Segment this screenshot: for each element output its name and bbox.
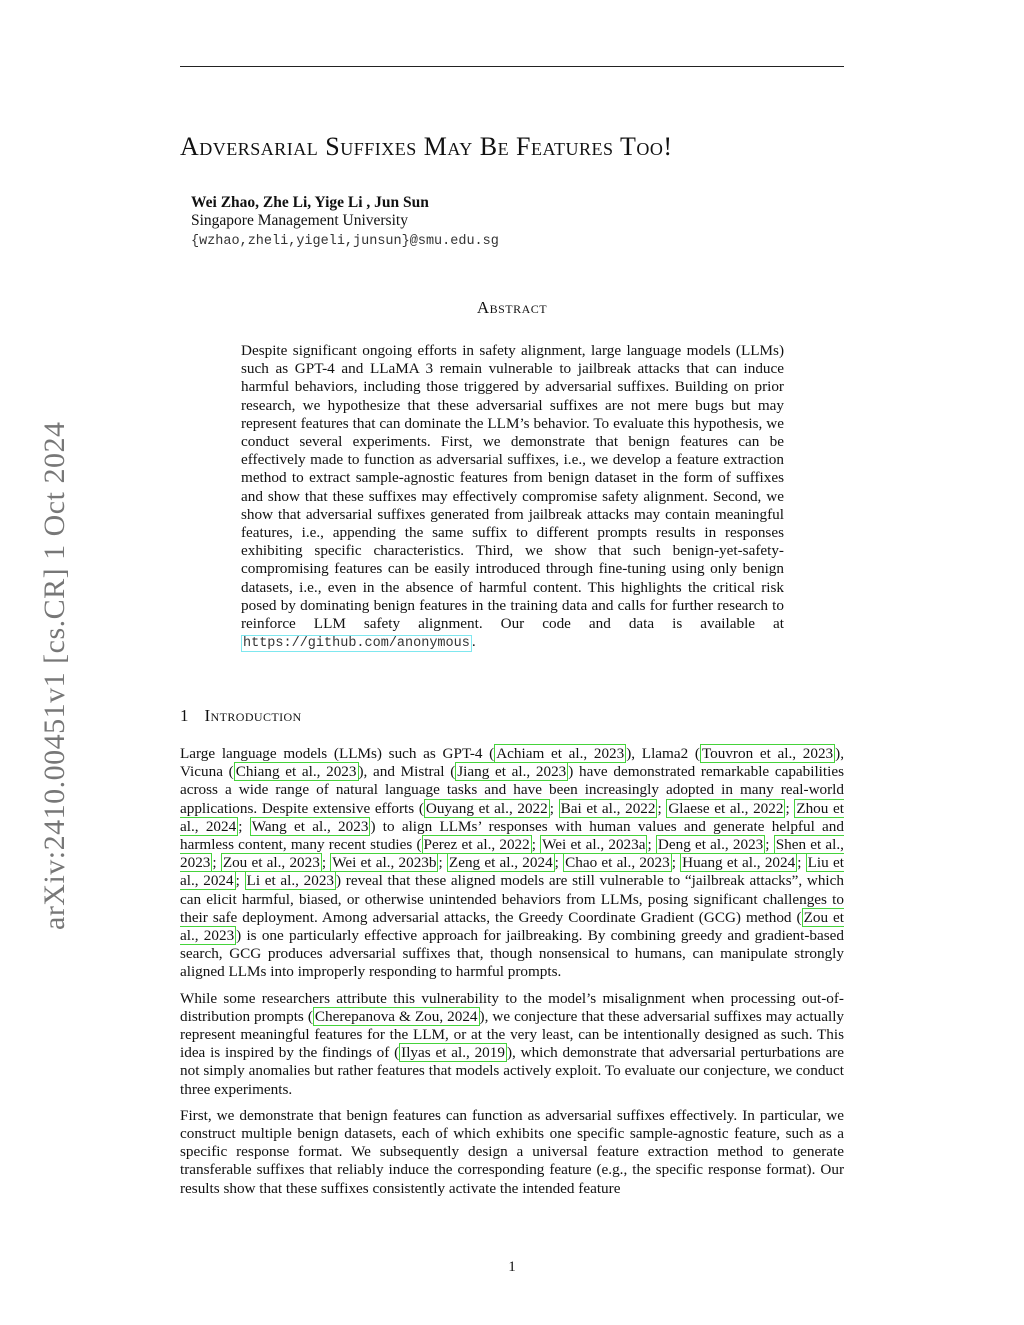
citation-link[interactable]: Cherepanova & Zou, 2024 <box>314 1007 478 1025</box>
affiliation: Singapore Management University <box>191 212 408 229</box>
section-title: Introduction <box>204 706 302 725</box>
citation-link[interactable]: Chiang et al., 2023 <box>235 763 357 781</box>
citation-link[interactable]: Bai et al., 2022 <box>560 799 656 817</box>
page-number: 1 <box>508 1259 516 1275</box>
citation-link[interactable]: Huang et al., 2024 <box>682 854 796 872</box>
citation-link[interactable]: Wang et al., 2023 <box>251 817 369 835</box>
section-body <box>180 745 844 1206</box>
paragraph-1: Large language models (LLMs) such as GPT-4 ( Achiam et al., 2023 ), Llama2 ( Touvron et al., 2023 ), Vicuna ( Chiang et al., 2023 ), and Mistral ( Jiang et al., 2023 ) have demonstrated remarkable capabilities across a wide range of natural language tasks and have been increasingly adopted in many real-world applications. Despite extensive efforts ( Ouyang et al., 2022 ; Bai et al., 2022 ; Glaese et al., 2022 ; Zhou et al., 2024 ; Wang et al., 2023 ) to align LLMs’ responses with human values and generate helpful and harmless content, many recent studies ( Perez et al., 2022 ; Wei et al., 2023a ; Deng et al., 2023 ; Shen et al., 2023 ; Zou et al., 2023 ; Wei et al., 2023b ; Zeng et al., 2024 ; Chao et al., 2023 ; Huang et al., 2024 ; Liu et al., 2024 ; Li et al., 2023 ) reveal that these aligned models are still vulnerable to “jailbreak attacks”, which can elicit harmful, biased, or otherwise unintended behaviors from LLMs, posing significant challenges to their safe deployment. Among adversarial attacks, the Greedy Coordinate Gradient (GCG) method ( Zou et al., 2023 ) is one particularly effective approach for jailbreaking. By combining greedy and gradient-based search, GCG produces adversarial suffixes that, though nonsensical to humans, can manipulate strongly aligned LLMs into improperly responding to harmful prompts. <box>180 745 844 981</box>
code-link[interactable]: https://github.com/anonymous <box>243 636 470 652</box>
citation-link[interactable]: Wei et al., 2023b <box>332 854 437 872</box>
citation-link[interactable]: Deng et al., 2023 <box>657 836 764 854</box>
text-run: ), and Mistral ( <box>358 763 456 781</box>
section-heading <box>180 706 302 726</box>
text-run: ) is one particularly effective approach for jailbreaking. By combining greedy and gradient-based search, GCG produces adversarial suffixes that, though nonsensical to humans, can manipulate strongly aligned LLMs into improperly responding to harmful prompts. <box>180 927 844 981</box>
text-run: ), Vicuna ( <box>180 745 844 781</box>
email-text: {wzhao,zheli,yigeli,junsun}@smu.edu.sg <box>191 234 499 249</box>
citation-link[interactable]: Li et al., 2023 <box>246 872 335 890</box>
citation-link[interactable]: Glaese et al., 2022 <box>668 799 784 817</box>
citation-link[interactable]: Wei et al., 2023a <box>542 836 646 854</box>
top-rule <box>180 66 844 67</box>
citation-link[interactable]: Achiam et al., 2023 <box>496 745 625 762</box>
text-run: ) to align LLMs’ responses with human values and generate helpful and harmless content, many recent studies ( <box>180 817 844 854</box>
paragraph-2 <box>180 990 844 1099</box>
author-list: Wei Zhao, Zhe Li, Yige Li , Jun Sun <box>191 194 429 211</box>
citation-link[interactable]: Liu et al., 2024 <box>180 854 844 890</box>
abstract-heading: Abstract <box>476 298 548 317</box>
paper-title <box>180 132 673 162</box>
text-run: Large language models (LLMs) such as GPT-4 ( <box>180 745 495 762</box>
text-run: ), we conjecture that these adversarial suffixes may actually represent meaningful features for the LLM, or at the very least, can be intentionally designed as such. This idea is inspired by the findings of ( <box>180 1007 845 1062</box>
abstract-body: Despite significant ongoing efforts in safety alignment, large language models (LLMs) such as GPT-4 and LLaMA 3 remain vulnerable to jailbreak attacks that can induce harmful behaviors, including those triggered by adversarial suffixes. Building on prior research, we hypothesize that these adversarial suffixes are not mere bugs but may represent features that can dominate the LLM’s behavior. To evaluate this hypothesis, we conduct several experiments. First, we demonstrate that benign features can be effectively made to function as adversarial suffixes, i.e., we develop a feature extraction method to extract sample-agnostic features from benign dataset in the form of suffixes and show that these suffixes may effectively compromise safety alignment. Second, we show that adversarial suffixes generated from jailbreak attacks may contain meaningful features, i.e., appending the same suffix to different prompts results in responses exhibiting specific characteristics. Third, we show that such benign-yet-safety-compromising features can be easily introduced through fine-tuning using only benign datasets, i.e., even in the absence of harmful content. This highlights the critical risk posed by dominating benign features in the training data and calls for further research to reinforce LLM safety alignment. Our code and data is available at https://github.com/anonymous . <box>241 342 784 652</box>
section-number: 1 <box>180 706 189 725</box>
text-run: ), which demonstrate that adversarial perturbations are not simply anomalies but rather features that models actively exploit. To evaluate our conjecture, we conduct three experiments. <box>180 1044 844 1098</box>
citation-link[interactable]: Perez et al., 2022 <box>423 836 530 854</box>
citation-link[interactable]: Jiang et al., 2023 <box>457 763 567 781</box>
citation-link[interactable]: Touvron et al., 2023 <box>701 745 834 762</box>
email <box>191 231 499 249</box>
paragraph-3: First, we demonstrate that benign features can function as adversarial suffixes effectively. In particular, we construct multiple benign datasets, each of which exhibits one specific sample-agnostic feature, such as a specific response format. We subsequently design a universal feature extraction method to generate transferable suffixes that reliably induce the corresponding feature (e.g., the specific response format). Our results show that these suffixes consistently activate the intended feature <box>180 1106 844 1197</box>
text-run: ) reveal that these aligned models are still vulnerable to “jailbreak attacks”, which can elicit harmful, biased, or otherwise unintended behaviors from LLMs, posing significant challenges to their safe deployment. Among adversarial attacks, the Greedy Coordinate Gradient (GCG) method ( <box>180 872 844 926</box>
citation-link[interactable]: Ouyang et al., 2022 <box>425 799 548 817</box>
citation-link[interactable]: Zhou et al., 2024 <box>180 799 844 835</box>
text-run: ) have demonstrated remarkable capabilities across a wide range of natural language tasks and have been increasingly adopted in many real-world applications. Despite extensive efforts ( <box>180 763 844 817</box>
citation-link[interactable]: Shen et al., 2023 <box>180 836 844 872</box>
text-run: While some researchers attribute this vulnerability to the model’s misalignment when processing out-of-distribution prompts ( <box>180 989 844 1025</box>
text-run: ), Llama2 ( <box>626 745 700 762</box>
paper-title-text: Adversarial Suffixes May Be Features Too! <box>180 132 673 161</box>
citation-link[interactable]: Ilyas et al., 2019 <box>401 1044 505 1062</box>
citation-link[interactable]: Zou et al., 2023 <box>222 854 320 872</box>
arxiv-identifier: arXiv:2410.00451v1 [cs.CR] 1 Oct 2024 <box>38 421 71 930</box>
abstract-text: Despite significant ongoing efforts in safety alignment, large language models (LLMs) such as GPT-4 and LLaMA 3 remain vulnerable to jailbreak attacks that can induce harmful behaviors, including those triggered by adversarial suffixes. Building on prior research, we hypothesize that these adversarial suffixes are not mere bugs but may represent features that can dominate the LLM’s behavior. To evaluate this hypothesis, we conduct several experiments. First, we demonstrate that benign features can be effectively made to function as adversarial suffixes, i.e., we develop a feature extraction method to extract sample-agnostic features from benign dataset in the form of suffixes and show that these suffixes may effectively compromise safety alignment. Second, we show that adversarial suffixes generated from jailbreak attacks may contain meaningful features, i.e., appending the same suffix to different prompts results in responses exhibiting specific characteristics. Third, we show that such benign-yet-safety-compromising features can be easily introduced through fine-tuning using only benign datasets, i.e., even in the absence of harmful content. This highlights the critical risk posed by dominating benign features in the training data and calls for further research to reinforce LLM safety alignment. Our code and data is available at <box>241 342 784 633</box>
citation-link[interactable]: Zou et al., 2023 <box>180 908 844 945</box>
citation-link[interactable]: Chao et al., 2023 <box>565 854 670 872</box>
citation-link[interactable]: Zeng et al., 2024 <box>448 854 553 872</box>
